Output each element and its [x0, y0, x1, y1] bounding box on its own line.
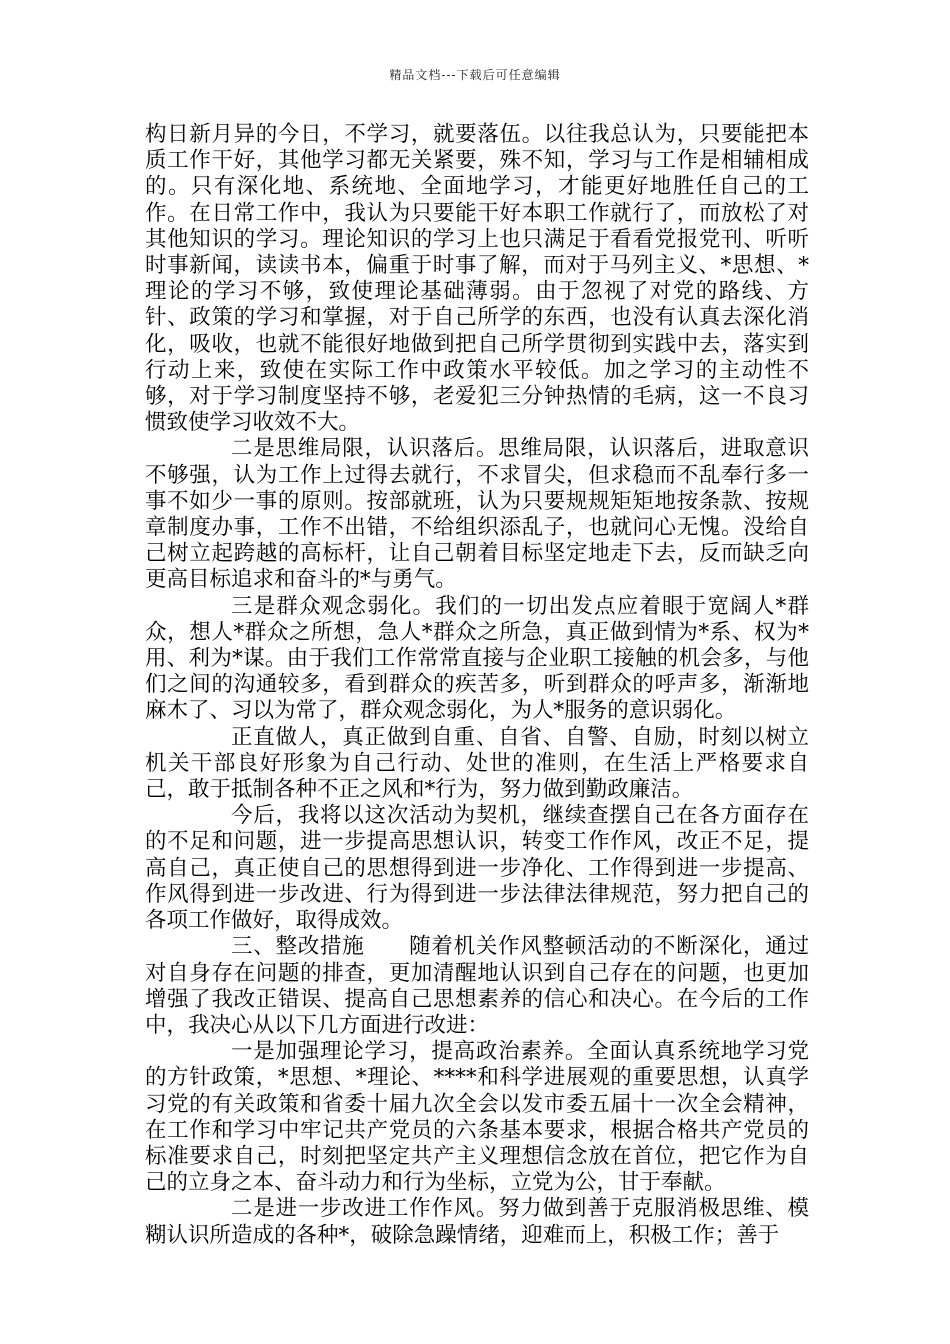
body-paragraph: 二是进一步改进工作作风。努力做到善于克服消极思维、模糊认识所造成的各种*，破除急躁情绪，迎难而上，积极工作；善于	[145, 1196, 809, 1248]
body-paragraph: 今后，我将以这次活动为契机，继续查摆自己在各方面存在的不足和问题，进一步提高思想认识，转变工作作风，改正不足，提高自己，真正使自己的思想得到进一步净化、工作得到进一步提高、作风得到进一步改进、行为得到进一步法律法律规范，努力把自己的各项工作做好，取得成效。	[145, 803, 809, 934]
body-paragraph: 二是思维局限，认识落后。思维局限，认识落后，进取意识不够强，认为工作上过得去就行，不求冒尖，但求稳而不乱奉行多一事不如少一事的原则。按部就班，认为只要规规矩矩地按条款、按规章制度办事，工作不出错，不给组织添乱子，也就问心无愧。没给自己树立起跨越的高标杆，让自己朝着目标坚定地走下去，反而缺乏向更高目标追求和奋斗的*与勇气。	[145, 436, 809, 593]
page-header: 精品文档---下载后可任意编辑	[389, 68, 561, 82]
body-paragraph: 三、整改措施 随着机关作风整顿活动的不断深化，通过对自身存在问题的排查，更加清醒地认识到自己存在的问题，也更加增强了我改正错误、提高自己思想素养的信心和决心。在今后的工作中，我决心从以下几方面进行改进：	[145, 934, 809, 1038]
body-paragraph: 三是群众观念弱化。我们的一切出发点应着眼于宽阔人*群众，想人*群众之所想，急人*群众之所急，真正做到情为*系、权为*用、利为*谋。由于我们工作常常直接与企业职工接触的机会多，与他们之间的沟通较多，看到群众的疾苦多，听到群众的呼声多，渐渐地麻木了、习以为常了，群众观念弱化，为人*服务的意识弱化。	[145, 593, 809, 724]
body-paragraph: 一是加强理论学习，提高政治素养。全面认真系统地学习党的方针政策，*思想、*理论、****和科学进展观的重要思想，认真学习党的有关政策和省委十届九次全会以发市委五届十一次全会精神，在工作和学习中牢记共产党员的六条基本要求，根据合格共产党员的标准要求自己，时刻把坚定共产主义理想信念放在首位，把它作为自己的立身之本、奋斗动力和行为坐标，立党为公，甘于奉献。	[145, 1039, 809, 1196]
body-paragraph: 正直做人，真正做到自重、自省、自警、自励，时刻以树立机关干部良好形象为自己行动、处世的准则，在生活上严格要求自己，敢于抵制各种不正之风和*行为，努力做到勤政廉洁。	[145, 724, 809, 803]
body-paragraph: 构日新月异的今日，不学习，就要落伍。以往我总认为，只要能把本质工作干好，其他学习都无关紧要，殊不知，学习与工作是相辅相成的。只有深化地、系统地、全面地学习，才能更好地胜任自己的工作。在日常工作中，我认为只要能干好本职工作就行了，而放松了对其他知识的学习。理论知识的学习上也只满足于看看党报党刊、听听时事新闻，读读书本，偏重于时事了解，而对于马列主义、*思想、*理论的学习不够，致使理论基础薄弱。由于忽视了对党的路线、方针、政策的学习和掌握，对于自己所学的东西，也没有认真去深化消化，吸收，也就不能很好地做到把自己所学贯彻到实践中去，落实到行动上来，致使在实际工作中政策水平较低。加之学习的主动性不够，对于学习制度坚持不够，老爱犯三分钟热情的毛病，这一不良习惯致使学习收效不大。	[145, 122, 809, 436]
document-body	[145, 122, 809, 1249]
